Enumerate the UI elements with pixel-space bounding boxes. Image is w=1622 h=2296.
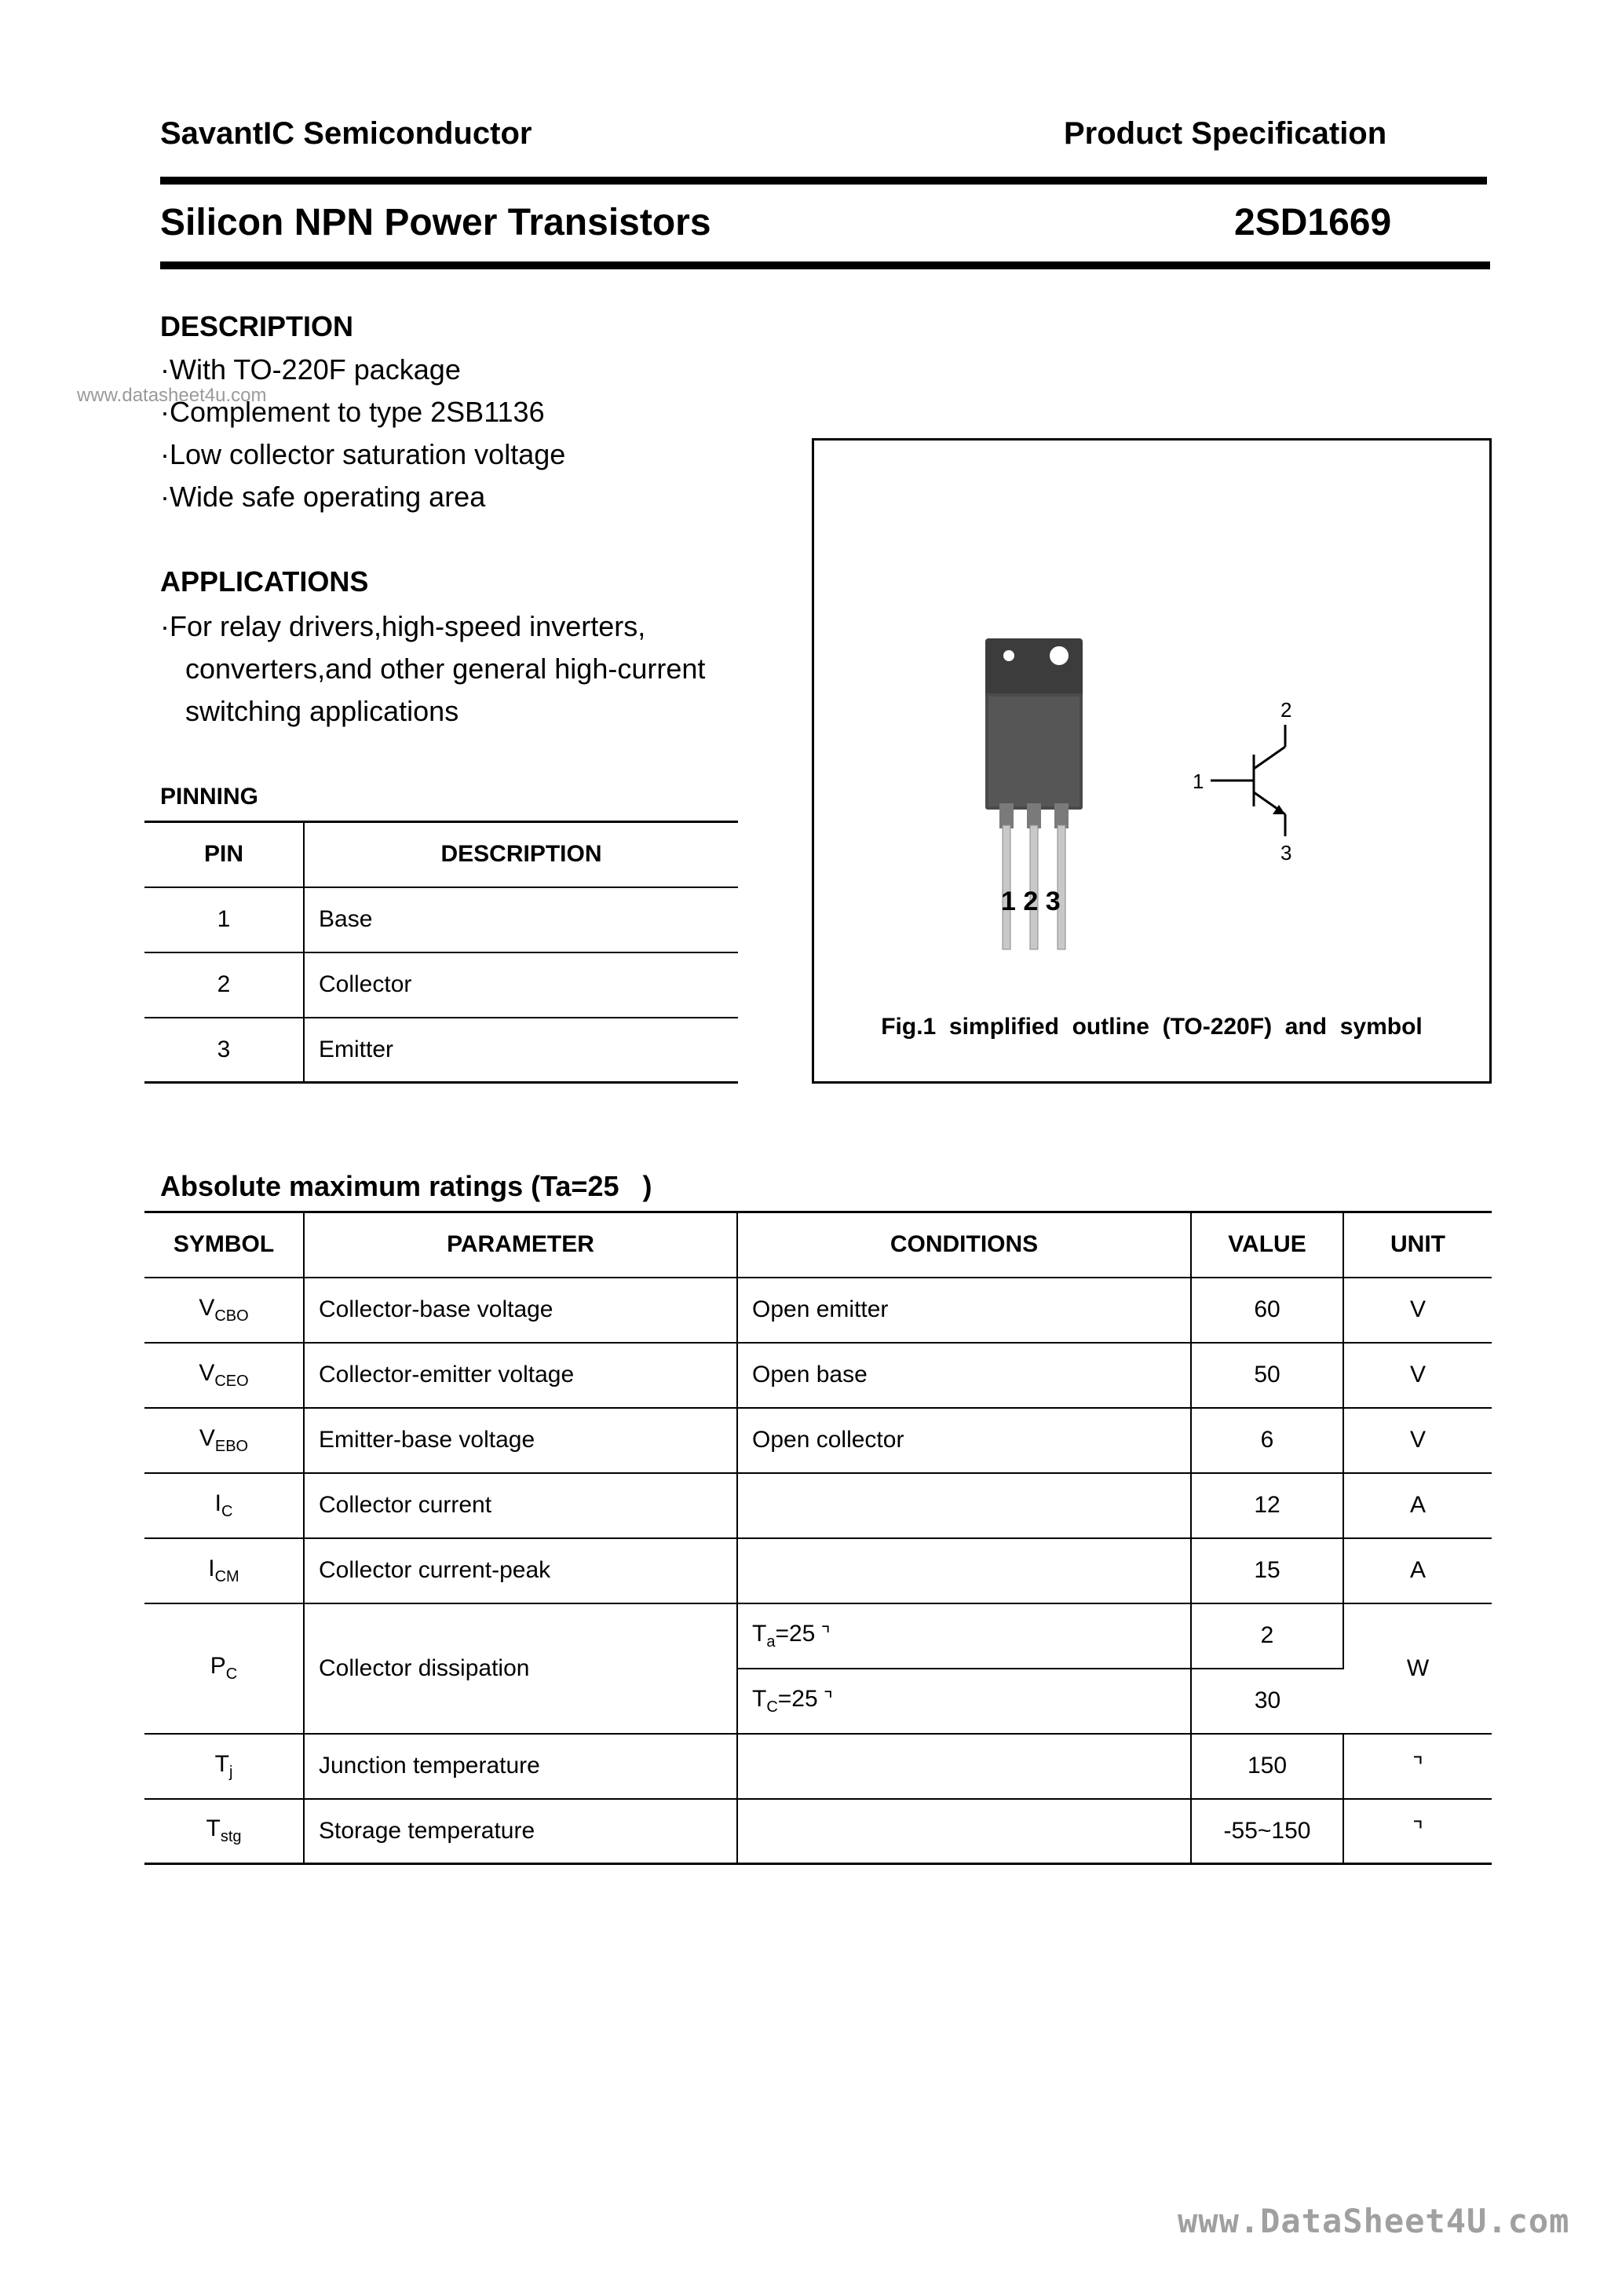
column-header: CONDITIONS [737, 1212, 1191, 1278]
table-row [144, 1343, 1492, 1408]
degree-symbol-icon: ⌝ [1412, 1753, 1424, 1779]
value-cell: 2 [1191, 1603, 1343, 1669]
degree-symbol-icon: ⌝ [1412, 1818, 1424, 1844]
table-row [144, 1473, 1492, 1538]
symbol-cell: $P_C$ [144, 1603, 304, 1734]
conditions-cell [737, 1734, 1191, 1799]
header-rule-top [160, 177, 1487, 185]
part-number: 2SD1669 [1234, 202, 1392, 243]
header-rule-bottom [160, 261, 1490, 269]
company-name: SavantIC Semiconductor [160, 116, 532, 151]
parameter-cell: Emitter-base voltage [304, 1408, 737, 1473]
npn-transistor-symbol [1211, 725, 1285, 836]
symbol-cell: $V_{EBO}$ [144, 1408, 304, 1473]
applications-line: switching applications [185, 695, 459, 727]
watermark-top: www.datasheet4u.com [77, 385, 267, 406]
parameter-cell: Collector-base voltage [304, 1278, 737, 1343]
symbol-pin-emitter: 3 [1280, 841, 1292, 865]
pinning-table [144, 821, 738, 1084]
symbol-cell: $V_{CEO}$ [144, 1343, 304, 1408]
value-cell: 150 [1191, 1734, 1343, 1799]
description-item: ·With TO-220F package [160, 353, 461, 386]
value-cell: -55~150 [1191, 1799, 1343, 1864]
conditions-cell: $T_C=25$ ⌝ [737, 1669, 1191, 1734]
doc-type: Product Specification [1064, 116, 1387, 151]
value-cell: 60 [1191, 1278, 1343, 1343]
table-row [144, 1408, 1492, 1473]
conditions-cell: Open emitter [737, 1278, 1191, 1343]
table-row [144, 1734, 1492, 1799]
value-cell: 50 [1191, 1343, 1343, 1408]
description-item: ·Complement to type 2SB1136 [160, 396, 545, 428]
applications-text [160, 605, 705, 733]
pinning-heading: PINNING [160, 784, 259, 810]
parameter-cell: Junction temperature [304, 1734, 737, 1799]
column-header: UNIT [1343, 1212, 1492, 1278]
parameter-cell: Collector current [304, 1473, 737, 1538]
pin-description: Collector [304, 952, 738, 1018]
unit-cell [1343, 1799, 1492, 1864]
parameter-cell: Collector-emitter voltage [304, 1343, 737, 1408]
parameter-cell: Storage temperature [304, 1799, 737, 1864]
description-item: ·Wide safe operating area [160, 481, 486, 513]
pin-description: Base [304, 887, 738, 952]
applications-line: ·For relay drivers,high-speed inverters, [160, 610, 646, 642]
pin-description: Emitter [304, 1018, 738, 1083]
package-and-symbol-figure [814, 441, 1489, 1081]
symbol-cell: $I_C$ [144, 1473, 304, 1538]
conditions-cell [737, 1538, 1191, 1603]
description-heading: DESCRIPTION [160, 310, 354, 342]
figure-caption: Fig.1 simplified outline (TO-220F) and symbol [881, 1014, 1423, 1040]
parameter-cell: Collector current-peak [304, 1538, 737, 1603]
unit-cell: V [1343, 1343, 1492, 1408]
symbol-pin-collector: 2 [1280, 698, 1292, 722]
unit-cell: A [1343, 1538, 1492, 1603]
pin-number: 2 [144, 952, 304, 1018]
description-item: ·Low collector saturation voltage [160, 438, 566, 470]
table-row [144, 887, 738, 952]
ratings-heading: Absolute maximum ratings (Ta=25 ) [160, 1170, 652, 1202]
table-row [144, 952, 738, 1018]
page-title: Silicon NPN Power Transistors [160, 202, 711, 243]
symbol-cell: $I_{CM}$ [144, 1538, 304, 1603]
description-list [160, 349, 565, 518]
column-header: VALUE [1191, 1212, 1343, 1278]
figure-box [812, 438, 1492, 1084]
column-header: PIN [144, 822, 304, 887]
table-row [144, 1603, 1492, 1669]
table-header-row [144, 822, 738, 887]
table-row [144, 1538, 1492, 1603]
degree-symbol-icon: ⌝ [815, 1621, 831, 1646]
value-cell: 6 [1191, 1408, 1343, 1473]
degree-symbol-icon: ⌝ [817, 1687, 834, 1711]
column-header: PARAMETER [304, 1212, 737, 1278]
unit-cell [1343, 1734, 1492, 1799]
column-header: SYMBOL [144, 1212, 304, 1278]
unit-cell: A [1343, 1473, 1492, 1538]
table-row [144, 1278, 1492, 1343]
conditions-cell [737, 1799, 1191, 1864]
applications-line: converters,and other general high-current [185, 653, 706, 685]
value-cell: 30 [1191, 1669, 1343, 1734]
table-row [144, 1018, 738, 1083]
column-header: DESCRIPTION [304, 822, 738, 887]
pin-number: 1 [144, 887, 304, 952]
conditions-cell: Open base [737, 1343, 1191, 1408]
symbol-cell: $T_{stg}$ [144, 1799, 304, 1864]
watermark-bottom: www.DataSheet4U.com [1178, 2202, 1570, 2240]
package-pin-labels: 1 2 3 [1001, 887, 1061, 916]
conditions-cell: $T_a=25$ ⌝ [737, 1603, 1191, 1669]
table-row [144, 1799, 1492, 1864]
applications-heading: APPLICATIONS [160, 565, 369, 598]
conditions-cell [737, 1473, 1191, 1538]
unit-cell: V [1343, 1408, 1492, 1473]
value-cell: 12 [1191, 1473, 1343, 1538]
unit-cell: V [1343, 1278, 1492, 1343]
parameter-cell: Collector dissipation [304, 1603, 737, 1734]
ratings-table [144, 1211, 1492, 1865]
conditions-cell: Open collector [737, 1408, 1191, 1473]
pin-number: 3 [144, 1018, 304, 1083]
unit-cell: W [1343, 1603, 1492, 1734]
value-cell: 15 [1191, 1538, 1343, 1603]
symbol-cell: $V_{CBO}$ [144, 1278, 304, 1343]
symbol-cell: $T_j$ [144, 1734, 304, 1799]
symbol-pin-base: 1 [1193, 770, 1204, 793]
table-header-row [144, 1212, 1492, 1278]
